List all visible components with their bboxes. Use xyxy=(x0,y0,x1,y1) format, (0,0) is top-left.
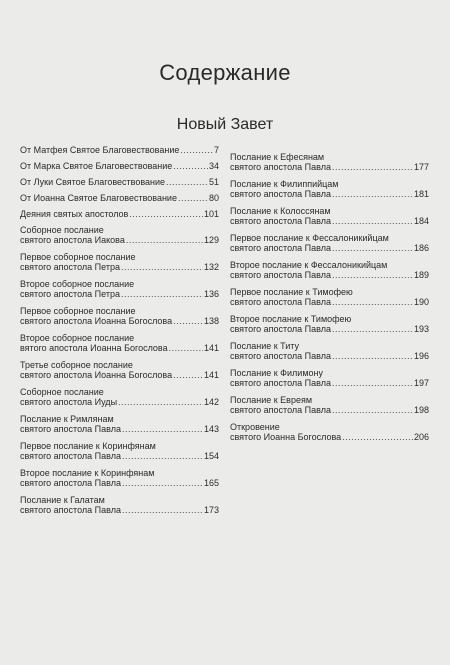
toc-entry-title: Первое послание к Фессалоникийцам xyxy=(230,233,389,243)
toc-entry xyxy=(20,279,219,299)
toc-entry xyxy=(230,341,429,361)
toc-entry xyxy=(230,260,429,280)
toc-entry-title: святого апостола Павла xyxy=(230,297,331,307)
leader-dots xyxy=(332,270,413,280)
toc-entry-title: святого апостола Павла xyxy=(230,270,331,280)
toc-entry xyxy=(230,179,429,199)
toc-entry xyxy=(230,287,429,307)
toc-entry xyxy=(20,209,219,219)
toc-entry-title: Послание к Колоссянам xyxy=(230,206,331,216)
toc-page-number: 196 xyxy=(413,351,429,361)
leader-dots xyxy=(332,297,413,307)
leader-dots xyxy=(332,324,413,334)
toc-entry xyxy=(230,206,429,226)
leader-dots xyxy=(166,177,208,187)
toc-entry-title: Послание к Ефесянам xyxy=(230,152,325,162)
toc-page-number: 141 xyxy=(203,343,219,353)
toc-page-number: 177 xyxy=(413,162,429,172)
toc-entry-title: святого апостола Павла xyxy=(20,451,121,461)
leader-dots xyxy=(180,145,213,155)
toc-entry xyxy=(230,368,429,388)
toc-entry xyxy=(20,414,219,434)
toc-page-number: 129 xyxy=(203,235,219,245)
toc-page-number: 7 xyxy=(213,145,219,155)
toc-entry-title: Второе соборное послание xyxy=(20,333,135,343)
toc-entry-title: святого апостола Павла xyxy=(230,189,331,199)
toc-entry-title: От Марка Святое Благовествование xyxy=(20,161,173,171)
toc-entry xyxy=(20,441,219,461)
toc-entry xyxy=(230,395,429,415)
toc-entry-title: Послание к Евреям xyxy=(230,395,313,405)
toc-entry-title: вятого апостола Иоанна Богослова xyxy=(20,343,168,353)
leader-dots xyxy=(122,424,203,434)
toc-page-number: 132 xyxy=(203,262,219,272)
leader-dots xyxy=(118,397,203,407)
leader-dots xyxy=(173,370,203,380)
toc-entry-title: святого апостола Павла xyxy=(230,405,331,415)
toc-right-column xyxy=(230,152,429,449)
toc-entry-title: Откровение xyxy=(230,422,280,432)
toc-page-number: 189 xyxy=(413,270,429,280)
toc-entry xyxy=(230,422,429,442)
toc-entry-title: Послание к Галатам xyxy=(20,495,105,505)
leader-dots xyxy=(332,405,413,415)
toc-entry xyxy=(20,387,219,407)
leader-dots xyxy=(332,351,413,361)
leader-dots xyxy=(178,193,208,203)
toc-entry-title: Соборное послание xyxy=(20,387,104,397)
toc-entry-title: Первое послание к Коринфянам xyxy=(20,441,156,451)
toc-entry-title: От Матфея Святое Благовествование xyxy=(20,145,180,155)
leader-dots xyxy=(122,478,203,488)
toc-entry-title: святого апостола Петра xyxy=(20,262,120,272)
toc-entry-title: От Луки Святое Благовествование xyxy=(20,177,166,187)
toc-entry-title: Послание к Титу xyxy=(230,341,300,351)
toc-entry-title: святого апостола Павла xyxy=(230,216,331,226)
toc-entry xyxy=(20,145,219,155)
toc-page-number: 142 xyxy=(203,397,219,407)
toc-page-number: 173 xyxy=(203,505,219,515)
toc-entry-title: святого апостола Павла xyxy=(230,243,331,253)
toc-entry xyxy=(230,152,429,172)
leader-dots xyxy=(122,451,203,461)
toc-entry-title: святого апостола Петра xyxy=(20,289,120,299)
toc-entry-title: Второе соборное послание xyxy=(20,279,135,289)
leader-dots xyxy=(121,262,203,272)
toc-entry-title: Послание к Филиппийцам xyxy=(230,179,339,189)
toc-entry xyxy=(20,177,219,187)
leader-dots xyxy=(126,235,203,245)
toc-entry-title: святого Иоанна Богослова xyxy=(230,432,342,442)
toc-page-number: 186 xyxy=(413,243,429,253)
toc-entry-title: святого апостола Павла xyxy=(20,478,121,488)
toc-entry-title: От Иоанна Святое Благовествование xyxy=(20,193,177,203)
toc-entry-title: Первое соборное послание xyxy=(20,252,136,262)
toc-entry-title: святого апостола Иуды xyxy=(20,397,118,407)
leader-dots xyxy=(121,289,203,299)
leader-dots xyxy=(169,343,203,353)
toc-entry-title: святого апостола Павла xyxy=(230,162,331,172)
toc-entry xyxy=(20,360,219,380)
leader-dots xyxy=(332,216,413,226)
leader-dots xyxy=(332,162,413,172)
section-title: Новый Завет xyxy=(176,116,274,133)
leader-dots xyxy=(342,432,413,442)
leader-dots xyxy=(173,316,203,326)
toc-entry-title: Послание к Филимону xyxy=(230,368,323,378)
toc-entry xyxy=(20,225,219,245)
toc-page-number: 198 xyxy=(413,405,429,415)
toc-page-number: 190 xyxy=(413,297,429,307)
leader-dots xyxy=(332,378,413,388)
toc-page-number: 138 xyxy=(203,316,219,326)
toc-page-number: 181 xyxy=(413,189,429,199)
toc-page-number: 34 xyxy=(208,161,219,171)
toc-entry xyxy=(20,495,219,515)
toc-page-number: 141 xyxy=(203,370,219,380)
toc-entry-title: Третье соборное послание xyxy=(20,360,133,370)
toc-page-number: 136 xyxy=(203,289,219,299)
toc-page-number: 143 xyxy=(203,424,219,434)
toc-entry xyxy=(230,233,429,253)
toc-page-number: 206 xyxy=(413,432,429,442)
toc-entry-title: святого апостола Павла xyxy=(20,505,121,515)
toc-entry-title: святого апостола Павла xyxy=(230,378,331,388)
toc-entry xyxy=(20,161,219,171)
toc-entry-title: Соборное послание xyxy=(20,225,104,235)
toc-entry-title: святого апостола Павла xyxy=(230,324,331,334)
toc-page-number: 197 xyxy=(413,378,429,388)
toc-entry-title: святого апостола Павла xyxy=(20,424,121,434)
toc-page-number: 184 xyxy=(413,216,429,226)
leader-dots xyxy=(122,505,203,515)
toc-page-number: 165 xyxy=(203,478,219,488)
toc-page-number: 154 xyxy=(203,451,219,461)
toc-entry xyxy=(230,314,429,334)
toc-entry xyxy=(20,333,219,353)
toc-entry-title: святого апостола Иоанна Богослова xyxy=(20,316,173,326)
toc-page-number: 51 xyxy=(208,177,219,187)
leader-dots xyxy=(173,161,208,171)
toc-entry-title: святого апостола Иоанна Богослова xyxy=(20,370,173,380)
page-title: Содержание xyxy=(159,60,291,85)
toc-entry xyxy=(20,193,219,203)
leader-dots xyxy=(332,243,413,253)
toc-page-number: 101 xyxy=(203,209,219,219)
toc-entry-title: Деяния святых апостолов xyxy=(20,209,129,219)
leader-dots xyxy=(332,189,413,199)
toc-entry xyxy=(20,306,219,326)
leader-dots xyxy=(129,209,203,219)
toc-entry-title: святого апостола Павла xyxy=(230,351,331,361)
toc-entry-title: Послание к Римлянам xyxy=(20,414,114,424)
toc-entry xyxy=(20,252,219,272)
toc-entry-title: Первое послание к Тимофею xyxy=(230,287,353,297)
toc-entry-title: святого апостола Иакова xyxy=(20,235,125,245)
toc-entry-title: Второе послание к Фессалоникийцам xyxy=(230,260,388,270)
toc-left-column xyxy=(20,145,219,522)
toc-page-number: 193 xyxy=(413,324,429,334)
toc-entry-title: Второе послание к Тимофею xyxy=(230,314,352,324)
toc-entry xyxy=(20,468,219,488)
toc-entry-title: Второе послание к Коринфянам xyxy=(20,468,155,478)
toc-entry-title: Первое соборное послание xyxy=(20,306,136,316)
toc-page-number: 80 xyxy=(208,193,219,203)
